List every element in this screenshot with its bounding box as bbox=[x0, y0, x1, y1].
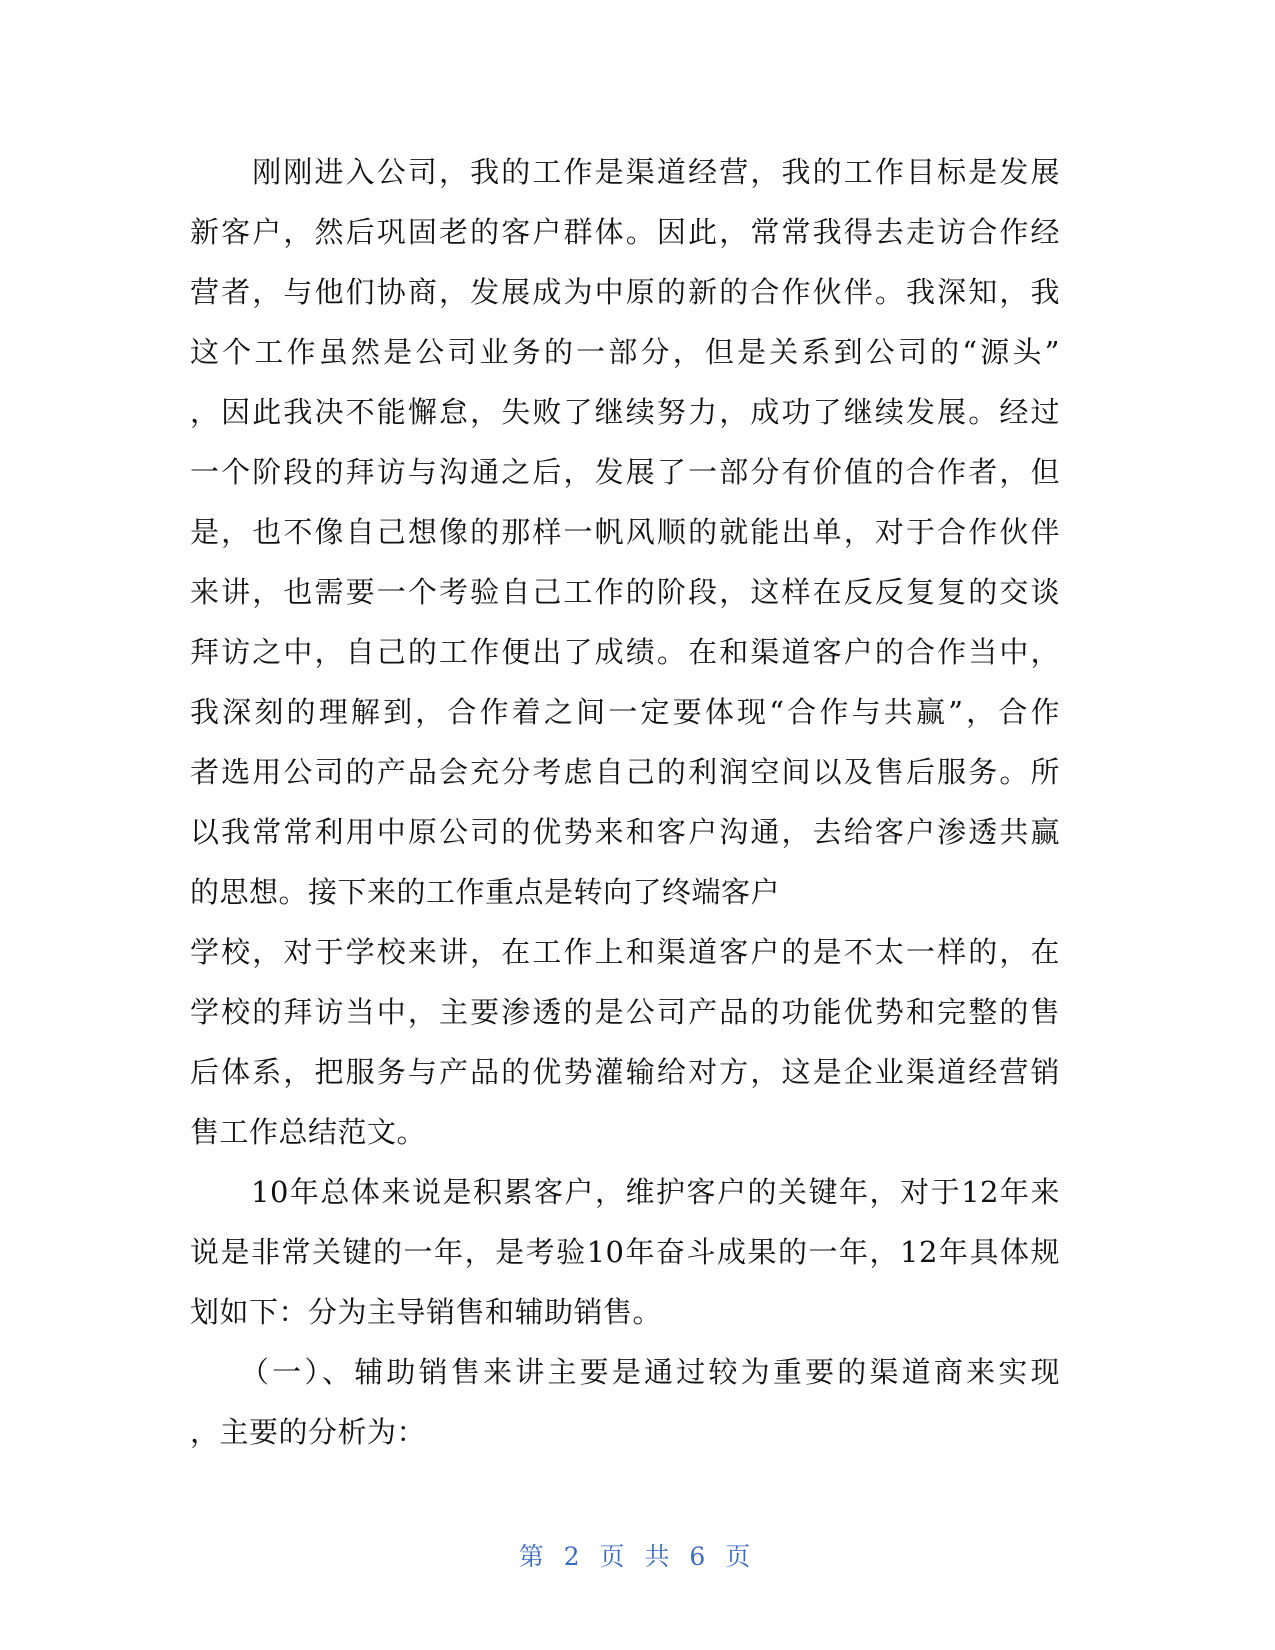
text-line: 营者，与他们协商，发展成为中原的新的合作伙伴。我深知，我 bbox=[190, 275, 1060, 309]
text-line: ，主要的分析为： bbox=[190, 1415, 427, 1449]
text-line: 以我常常利用中原公司的优势来和客户沟通，去给客户渗透共赢 bbox=[190, 815, 1060, 849]
text-line: 一个阶段的拜访与沟通之后，发展了一部分有价值的合作者，但 bbox=[190, 455, 1060, 489]
text-line: 拜访之中，自己的工作便出了成绩。在和渠道客户的合作当中， bbox=[190, 635, 1060, 669]
text-line: 说是非常关键的一年，是考验10年奋斗成果的一年，12年具体规 bbox=[190, 1235, 1060, 1269]
text-line: 这个工作虽然是公司业务的一部分，但是关系到公司的“源头” bbox=[190, 335, 1060, 369]
text-line: 划如下：分为主导销售和辅助销售。 bbox=[190, 1295, 663, 1329]
text-line: 来讲，也需要一个考验自己工作的阶段，这样在反反复复的交谈 bbox=[190, 575, 1060, 609]
text-line: 是，也不像自己想像的那样一帆风顺的就能出单，对于合作伙伴 bbox=[190, 515, 1060, 549]
text-line: （一）、辅助销售来讲主要是通过较为重要的渠道商来实现 bbox=[190, 1355, 1060, 1389]
text-line: 者选用公司的产品会充分考虑自己的利润空间以及售后服务。所 bbox=[190, 755, 1060, 789]
body-text bbox=[190, 142, 1060, 1462]
text-line: 学校的拜访当中，主要渗透的是公司产品的功能优势和完整的售 bbox=[190, 995, 1060, 1029]
text-line: 刚刚进入公司，我的工作是渠道经营，我的工作目标是发展 bbox=[190, 155, 1060, 189]
text-line: 后体系，把服务与产品的优势灌输给对方，这是企业渠道经营销 bbox=[190, 1055, 1060, 1089]
text-line: 售工作总结范文。 bbox=[190, 1115, 427, 1149]
text-line: 10年总体来说是积累客户，维护客户的关键年，对于12年来 bbox=[190, 1175, 1060, 1209]
page-number-footer: 第 2 页 共 6 页 bbox=[518, 1542, 757, 1571]
text-line: 新客户，然后巩固老的客户群体。因此，常常我得去走访合作经 bbox=[190, 215, 1060, 249]
text-line: 我深刻的理解到，合作着之间一定要体现“合作与共赢”，合作 bbox=[190, 695, 1060, 729]
text-line: ，因此我决不能懈怠，失败了继续努力，成功了继续发展。经过 bbox=[190, 395, 1060, 429]
text-line: 学校，对于学校来讲，在工作上和渠道客户的是不太一样的，在 bbox=[190, 935, 1060, 969]
text-line: 的思想。接下来的工作重点是转向了终端客户 bbox=[190, 875, 781, 909]
